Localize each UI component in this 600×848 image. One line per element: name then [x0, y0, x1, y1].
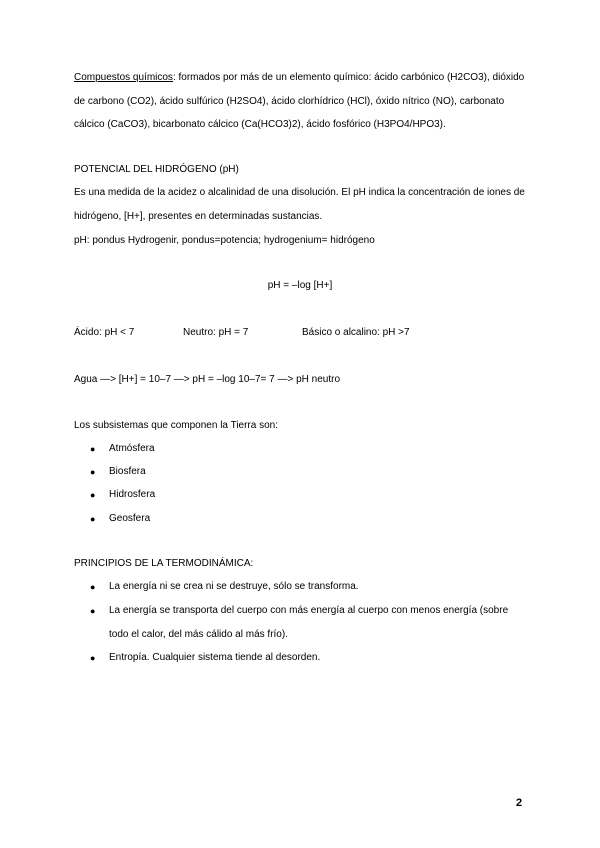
ph-line-3: pH: pondus Hydrogenir, pondus=potencia; hydrogenium= hidrógeno: [74, 235, 375, 246]
subsystem-item: Biosfera: [109, 466, 146, 477]
ph-neutral: Neutro: pH = 7: [183, 327, 249, 338]
bullet-icon: ●: [90, 606, 96, 616]
bullet-icon: ●: [90, 467, 96, 477]
subsystems-intro: Los subsistemas que componen la Tierra son:: [74, 420, 278, 431]
bullet-icon: ●: [90, 653, 96, 663]
bullet-icon: ●: [90, 514, 96, 524]
compounds-line-1: [74, 72, 534, 84]
thermo-item-1: La energía ni se crea ni se destruye, sólo se transforma.: [109, 581, 359, 592]
compounds-line-2: de carbono (CO2), ácido sulfúrico (H2SO4), ácido clorhídrico (HCl), óxido nítrico (NO), carbonato: [74, 96, 505, 107]
compounds-line-3: cálcico (CaCO3), bicarbonato cálcico (Ca(HCO3)2), ácido fosfórico (H3PO4/HPO3).: [74, 119, 446, 130]
page-number: 2: [516, 797, 523, 809]
thermo-item-2: La energía se transporta del cuerpo con más energía al cuerpo con menos energía (sobre: [109, 605, 509, 616]
thermo-item-2-continued: todo el calor, del más cálido al más frío).: [109, 629, 288, 640]
ph-water: Agua —> [H+] = 10–7 —> pH = –log 10–7= 7 —> pH neutro: [74, 374, 341, 385]
subsystem-item: Atmósfera: [109, 443, 155, 454]
subsystem-item: Geosfera: [109, 513, 151, 524]
ph-heading: POTENCIAL DEL HIDRÓGENO (pH): [74, 164, 239, 175]
bullet-icon: ●: [90, 490, 96, 500]
ph-line-2: hidrógeno, [H+], presentes en determinadas sustancias.: [74, 211, 323, 222]
ph-acid: Ácido: pH < 7: [74, 327, 135, 338]
bullet-icon: ●: [90, 582, 96, 592]
thermo-item-3: Entropía. Cualquier sistema tiende al desorden.: [109, 652, 321, 663]
compounds-text-1: : formados por más de un elemento químico: ácido carbónico (H2CO3), dióxido: [172, 72, 525, 83]
compounds-title: Compuestos químicos: [74, 72, 173, 83]
subsystem-item: Hidrosfera: [109, 489, 156, 500]
bullet-icon: ●: [90, 444, 96, 454]
thermo-heading: PRINCIPIOS DE LA TERMODINÁMICA:: [74, 558, 254, 569]
ph-basic: Básico o alcalino: pH >7: [302, 327, 410, 338]
ph-line-1: Es una medida de la acidez o alcalinidad de una disolución. El pH indica la concentración de iones de: [74, 187, 525, 198]
ph-formula: pH = –log [H+]: [267, 280, 333, 291]
